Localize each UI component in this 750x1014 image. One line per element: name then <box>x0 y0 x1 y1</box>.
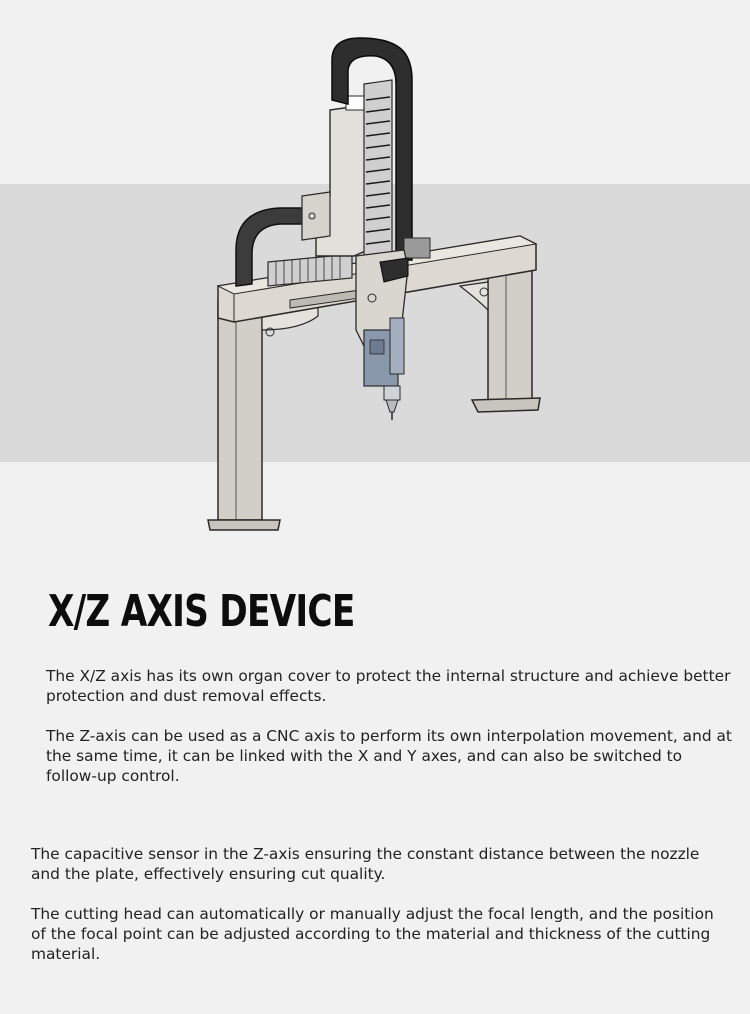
left-leg <box>218 300 262 520</box>
cutting-head <box>364 318 404 420</box>
paragraph-capacitive-sensor: The capacitive sensor in the Z-axis ensuring the constant distance between the nozzle and the plate, effectively ensuring cut quality. <box>31 845 700 883</box>
paragraph-z-axis-cnc: The Z-axis can be used as a CNC axis to perform its own interpolation movement, and at the same time, it can be linked with the X and Y axes, and can also be switched to follow-up control. <box>46 727 732 785</box>
paragraph-organ-cover: The X/Z axis has its own organ cover to protect the internal structure and achieve better protection and dust removal effects. <box>46 667 731 705</box>
right-leg <box>488 262 532 408</box>
right-foot <box>472 398 540 412</box>
section-heading: X/Z AXIS DEVICE <box>48 586 355 637</box>
left-foot <box>208 520 280 530</box>
paragraph-cutting-head: The cutting head can automatically or manually adjust the focal length, and the position of the focal point can be adjusted according to the material and thickness of the cutting material. <box>31 905 714 963</box>
